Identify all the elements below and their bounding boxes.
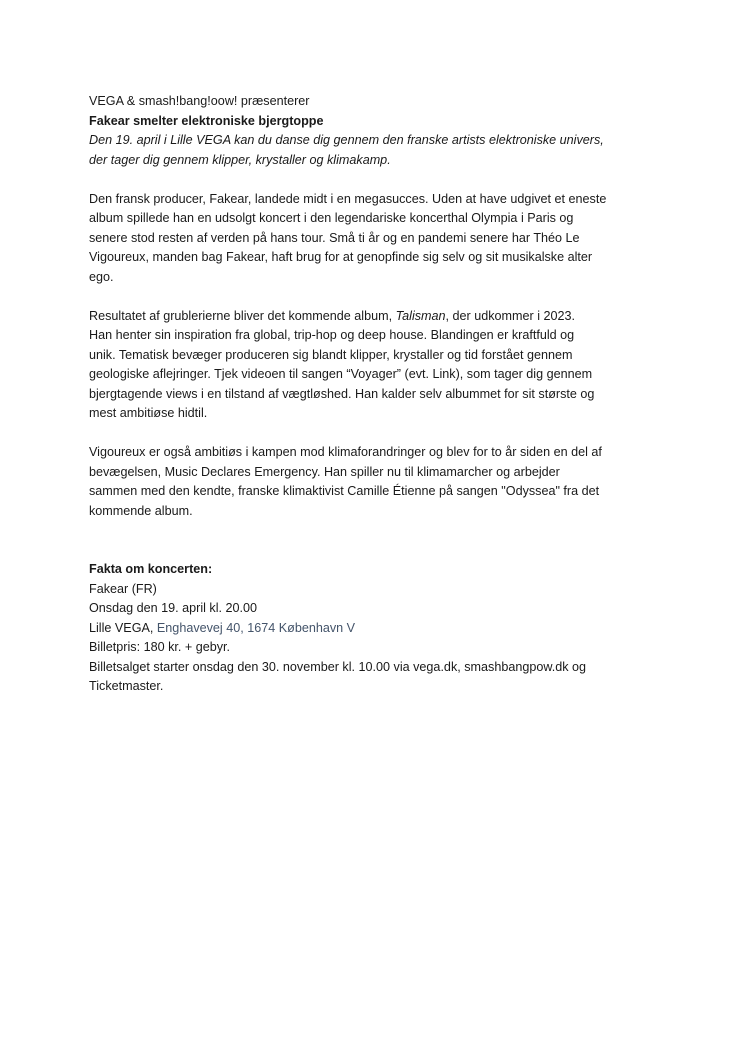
paragraph-line: Vigoureux, manden bag Fakear, haft brug for at genopfinde sig selv og sit musikalske alter bbox=[89, 250, 593, 264]
paragraph-spacer bbox=[89, 287, 669, 307]
facts-venue-line bbox=[89, 619, 669, 639]
text-segment: Resultatet af grublerierne bliver det kommende album, bbox=[89, 308, 396, 323]
facts-venue: Lille VEGA, bbox=[89, 620, 157, 635]
headline: Fakear smelter elektroniske bjergtoppe bbox=[89, 113, 324, 128]
section-spacer bbox=[89, 521, 669, 560]
paragraph-line: Han henter sin inspiration fra global, trip-hop og deep house. Blandingen er kraftfuld og bbox=[89, 328, 575, 342]
press-release-body bbox=[89, 92, 669, 697]
paragraph-line: sammen med den kendte, franske klimaktivist Camille Étienne på sangen "Odyssea" fra det bbox=[89, 484, 600, 498]
paragraph-line: Vigoureux er også ambitiøs i kampen mod klimaforandringer og blev for to år siden en del af bbox=[89, 445, 602, 459]
lead-line-2: der tager dig gennem klipper, krystaller og klimakamp. bbox=[89, 152, 391, 167]
facts-price: Billetpris: 180 kr. + gebyr. bbox=[89, 640, 231, 654]
facts-artist: Fakear (FR) bbox=[89, 581, 157, 596]
paragraph-line bbox=[89, 307, 669, 327]
facts-sale-line: Ticketmaster. bbox=[89, 679, 164, 693]
album-title: Talisman bbox=[395, 308, 446, 323]
text-segment: , der udkommer i 2023. bbox=[445, 308, 576, 323]
paragraph-line: ego. bbox=[89, 269, 114, 284]
paragraph-line: Den fransk producer, Fakear, landede midt i en megasucces. Uden at have udgivet et eneste bbox=[89, 191, 607, 206]
paragraph-climate bbox=[89, 443, 669, 521]
paragraph-line: kommende album. bbox=[89, 503, 193, 518]
paragraph-line: geologiske aflejringer. Tjek videoen til sangen “Voyager” (evt. Link), som tager dig gennem bbox=[89, 367, 593, 381]
facts-heading: Fakta om koncerten: bbox=[89, 562, 213, 576]
paragraph-intro bbox=[89, 190, 669, 288]
paragraph-line: bevægelsen, Music Declares Emergency. Han spiller nu til klimamarcher og arbejder bbox=[89, 464, 560, 479]
presenter-line: VEGA & smash!bang!oow! præsenterer bbox=[89, 94, 310, 108]
paragraph-line: senere stod resten af verden på hans tour. Små ti år og en pandemi senere har Théo Le bbox=[89, 230, 580, 245]
paragraph-line: mest ambitiøse hidtil. bbox=[89, 406, 208, 420]
facts-sale-line: Billetsalget starter onsdag den 30. november kl. 10.00 via vega.dk, smashbangpow.dk og bbox=[89, 659, 587, 674]
paragraph-line: album spillede han en udsolgt koncert i den legendariske koncerthal Olympia i Paris og bbox=[89, 211, 574, 225]
paragraph-spacer bbox=[89, 424, 669, 444]
lead-line-1: Den 19. april i Lille VEGA kan du danse dig gennem den franske artists elektroniske univers, bbox=[89, 133, 604, 147]
facts-section bbox=[89, 560, 669, 697]
paragraph-line: unik. Tematisk bevæger produceren sig blandt klipper, krystaller og tid forstået gennem bbox=[89, 347, 573, 362]
paragraph-line: bjergtagende views i en tilstand af vægtløshed. Han kalder selv albummet for sit største og bbox=[89, 386, 595, 401]
paragraph-album bbox=[89, 307, 669, 424]
paragraph-spacer bbox=[89, 170, 669, 190]
facts-date: Onsdag den 19. april kl. 20.00 bbox=[89, 601, 258, 615]
facts-address: Enghavevej 40, 1674 København V bbox=[156, 620, 356, 635]
